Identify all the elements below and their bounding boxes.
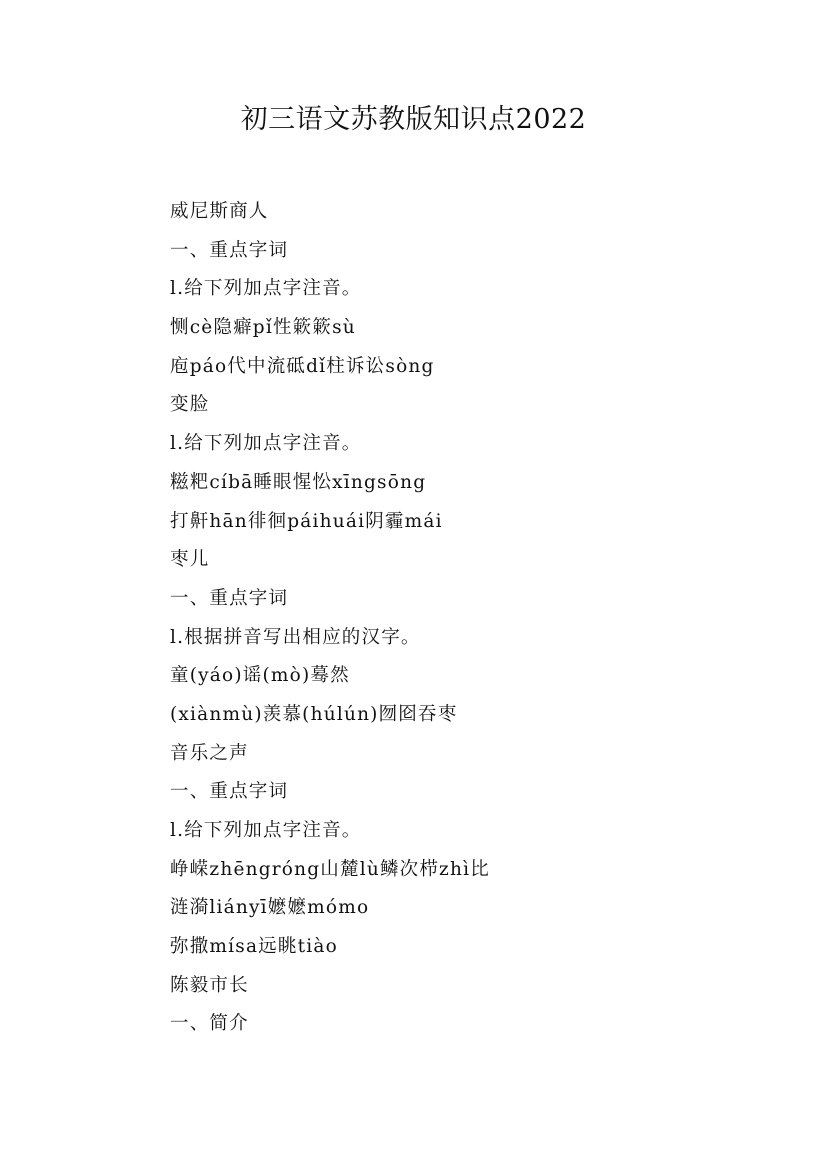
- section-heading: 威尼斯商人: [170, 201, 269, 222]
- vocab-line: 涟漪liányī嬷嬷mómo: [170, 897, 370, 919]
- subsection-heading: 一、重点字词: [170, 239, 289, 261]
- exercise-instruction: l.给下列加点字注音。: [170, 820, 362, 841]
- exercise-instruction: l.根据拼音写出相应的汉字。: [170, 626, 421, 648]
- document-title: 初三语文苏教版知识点2022: [240, 104, 587, 135]
- vocab-line: 糍粑cíbā睡眼惺忪xīngsōng: [170, 471, 427, 493]
- exercise-instruction: l.给下列加点字注音。: [170, 278, 362, 300]
- vocab-line: (xiànmù)羡慕(húlún)囫囵吞枣: [170, 703, 458, 725]
- subsection-heading: 一、重点字词: [170, 781, 289, 803]
- vocab-line: 峥嵘zhēngróng山麓lù鳞次栉zhì比: [170, 858, 490, 880]
- exercise-instruction: l.给下列加点字注音。: [170, 433, 362, 455]
- section-heading: 变脸: [170, 394, 210, 416]
- subsection-heading: 一、简介: [170, 1013, 249, 1035]
- section-heading: 枣儿: [170, 549, 210, 571]
- vocab-line: 弥撒mísa远眺tiào: [170, 936, 338, 958]
- vocab-line: 童(yáo)谣(mò)蓦然: [170, 665, 350, 687]
- section-heading: 音乐之声: [170, 742, 249, 764]
- section-heading: 陈毅市长: [170, 974, 249, 996]
- document-body: [170, 193, 770, 1044]
- vocab-line: 恻cè隐癖pǐ性簌簌sù: [170, 317, 356, 339]
- vocab-line: 打鼾hān徘徊páihuái阴霾mái: [170, 510, 443, 532]
- subsection-heading: 一、重点字词: [170, 587, 289, 609]
- vocab-line: 庖páo代中流砥dǐ柱诉讼sòng: [170, 355, 435, 377]
